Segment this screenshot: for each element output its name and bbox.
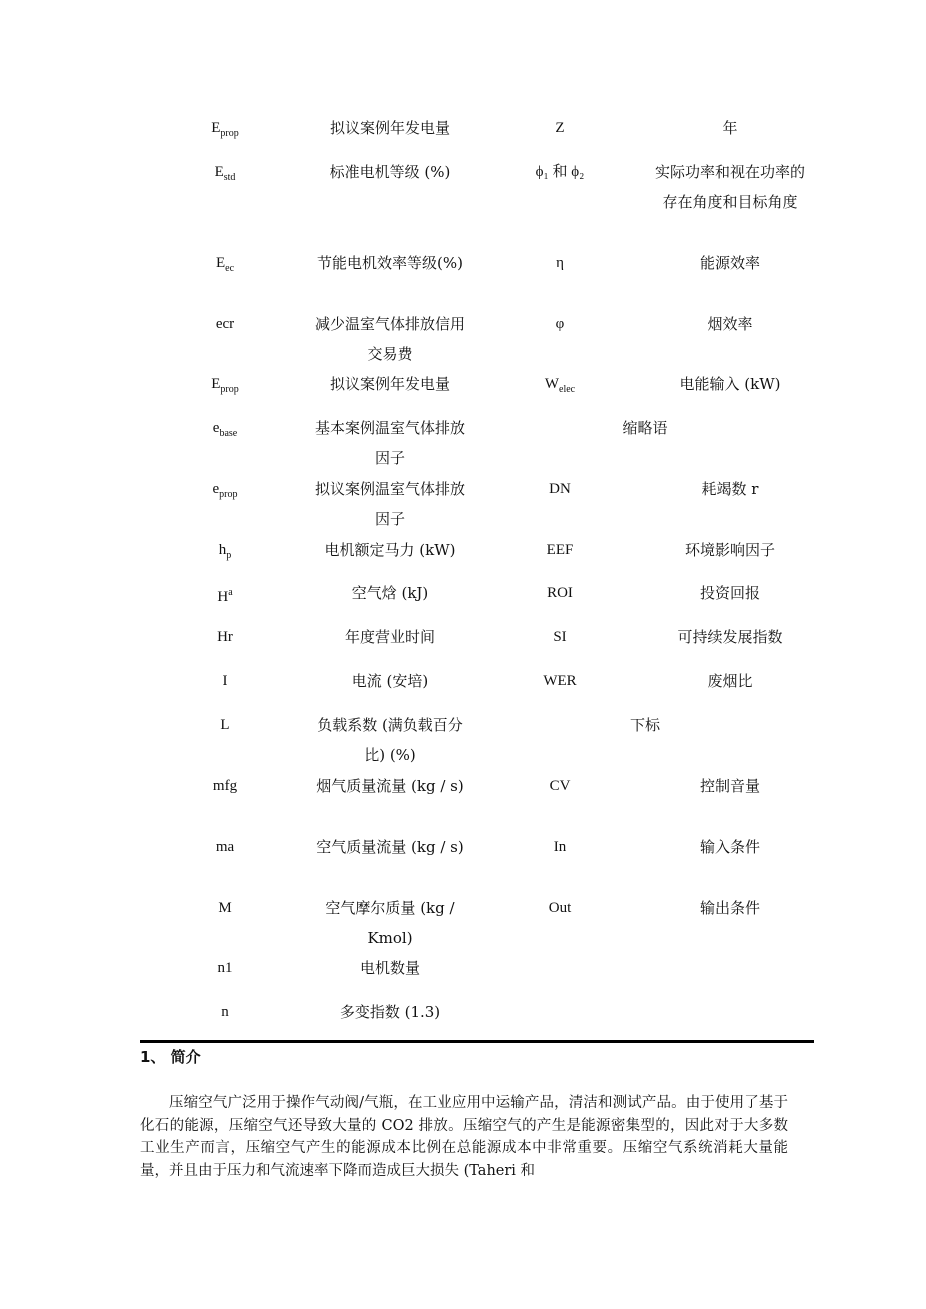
symbol: $e_{base}$ — [212, 420, 238, 439]
description: 电流 (安培) — [351, 672, 429, 690]
description: 空气质量流量 (kg / s) — [316, 838, 464, 856]
symbol: L — [220, 717, 230, 733]
symbol: In — [553, 839, 567, 855]
symbol: $W_{elec}$ — [544, 376, 576, 395]
symbol: $H^a$ — [217, 587, 233, 605]
symbol: ecr — [215, 316, 235, 332]
symbol: $E_{prop}$ — [211, 120, 239, 139]
description: 能源效率 — [699, 254, 760, 272]
description: 输入条件 — [699, 838, 760, 856]
description: 年度营业时间 — [344, 628, 435, 646]
description: 环境影响因子 — [684, 541, 775, 559]
description: 电机数量 — [359, 959, 420, 977]
symbol: WER — [543, 673, 577, 689]
description: 耗竭数 r — [701, 480, 759, 498]
section-heading: 1、 简介 — [140, 1048, 201, 1066]
description: 拟议案例年发电量 — [329, 375, 450, 393]
description: 电能输入 (kW) — [679, 375, 781, 393]
symbol: $E_{prop}$ — [211, 376, 239, 395]
description: 负载系数 (满负载百分比) (%) — [317, 716, 463, 764]
description: 投资回报 — [699, 584, 760, 602]
description: 基本案例温室气体排放因子 — [314, 419, 465, 467]
description: 标准电机等级 (%) — [329, 163, 451, 181]
description: 空气焓 (kJ) — [351, 584, 429, 602]
description: 烟气质量流量 (kg / s) — [316, 777, 464, 795]
symbol: Hr — [217, 629, 233, 645]
symbol: CV — [549, 778, 571, 794]
symbol: Z — [555, 120, 565, 136]
description: 多变指数 (1.3) — [339, 1003, 441, 1021]
symbol: $h_p$ — [218, 542, 232, 561]
description: 实际功率和视在功率的存在角度和目标角度 — [654, 163, 805, 211]
symbol: mfg — [212, 778, 238, 794]
symbol: η — [556, 255, 564, 271]
symbol: Out — [548, 900, 572, 916]
symbol: ROI — [547, 585, 573, 601]
symbol: ϕ₁ 和 ϕ₂ — [535, 164, 585, 180]
symbol: SI — [553, 629, 567, 645]
description: 电机额定马力 (kW) — [324, 541, 456, 559]
description: 空气摩尔质量 (kg / Kmol) — [325, 899, 455, 947]
symbol: n — [221, 1004, 229, 1020]
description: 年 — [722, 119, 738, 137]
symbol: $e_{prop}$ — [212, 481, 238, 500]
description: 节能电机效率等级(%) — [317, 254, 463, 272]
symbol: I — [222, 673, 228, 689]
symbol: M — [218, 900, 232, 916]
description: 拟议案例年发电量 — [329, 119, 450, 137]
section-label-subscripts: 下标 — [629, 716, 660, 734]
description: 控制音量 — [699, 777, 760, 795]
symbol: $E_{std}$ — [214, 164, 236, 183]
symbol: ma — [215, 839, 235, 855]
symbol: DN — [549, 481, 571, 497]
symbol: EEF — [546, 542, 574, 558]
symbol: $E_{ec}$ — [215, 255, 235, 274]
section-label-abbreviations: 缩略语 — [622, 419, 668, 437]
description: 拟议案例温室气体排放因子 — [314, 480, 465, 528]
description: 废烟比 — [707, 672, 753, 690]
body-paragraph: 压缩空气广泛用于操作气动阀/气瓶，在工业应用中运输产品，清洁和测试产品。由于使用了基于化石的能源，压缩空气还导致大量的 CO2 排放。压缩空气的产生是能源密集型的，因此对于大多数工业生产而言，压缩空气产生的能源成本比例在总能源成本中非常重要。压缩空气系统消耗大量能量，并且由于压力和气流速率下降而造成巨大损失 (Taheri 和 — [140, 1095, 788, 1179]
symbol: n1 — [217, 960, 233, 976]
description: 烟效率 — [707, 315, 753, 333]
symbol: φ — [555, 316, 565, 332]
description: 减少温室气体排放信用交易费 — [314, 315, 465, 363]
description: 输出条件 — [699, 899, 760, 917]
description: 可持续发展指数 — [677, 628, 783, 646]
table-bottom-rule — [140, 1040, 814, 1043]
